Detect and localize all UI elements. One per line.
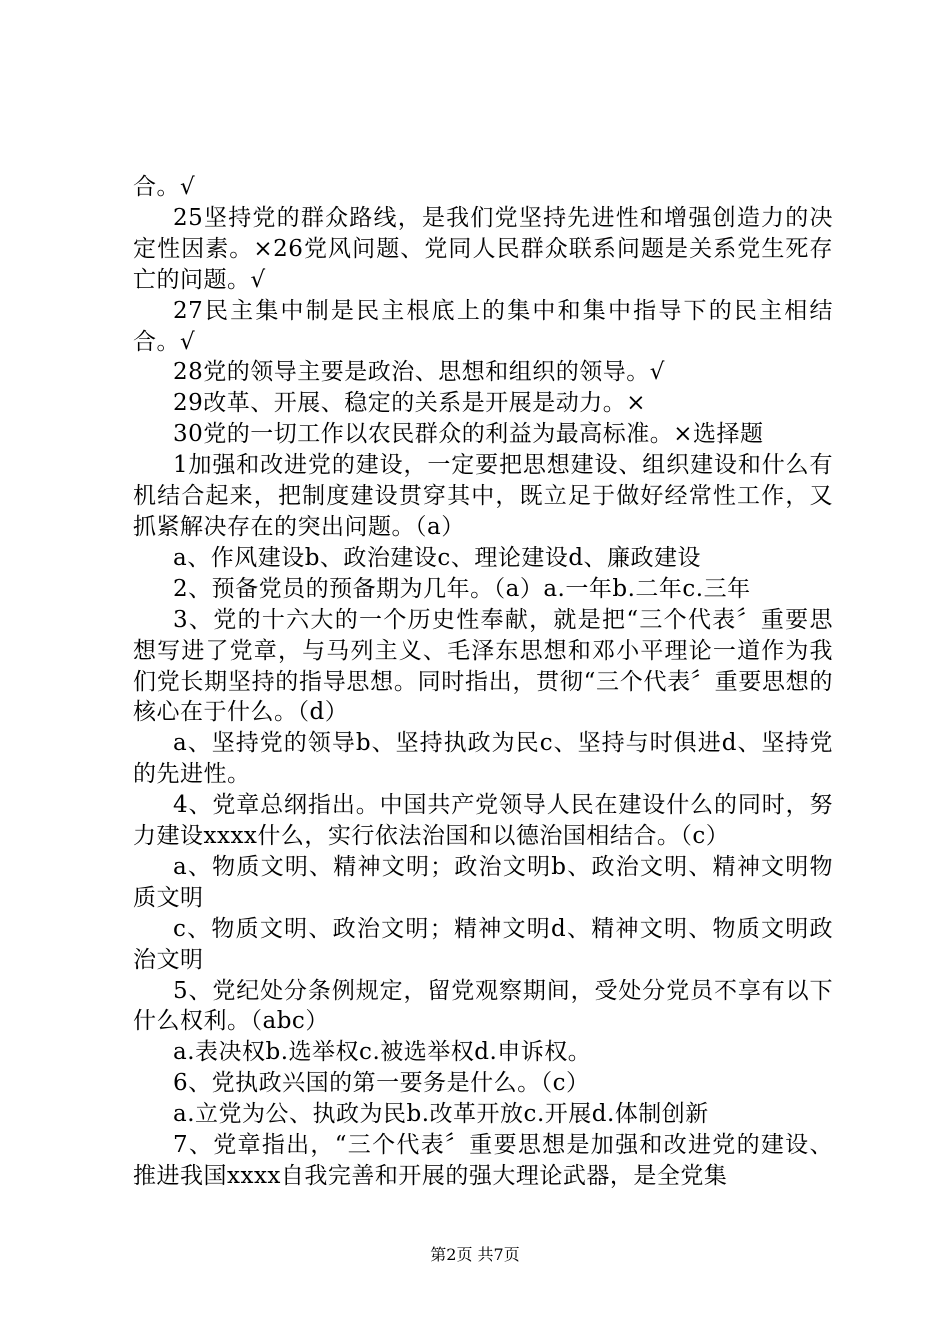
- paragraph: 6、党执政兴国的第一要务是什么。（c）: [173, 1070, 590, 1097]
- paragraph: 3、党的十六大的一个历史性奉献，就是把“三个代表〞重要思想写进了党章，与马列主义、毛泽东思想和邓小平理论一道作为我们党长期坚持的指导思想。同时指出，贯彻“三个代表〞重要思想的核心在于什么。（d）: [133, 606, 833, 726]
- paragraph: 7、党章指出，“三个代表〞重要思想是加强和改进党的建设、推进我国xxxx自我完善和开展的强大理论武器，是全党集: [133, 1132, 833, 1189]
- paragraph: 30党的一切工作以农民群众的利益为最高标准。×选择题: [173, 421, 764, 448]
- paragraph: 29改革、开展、稳定的关系是开展是动力。×: [173, 390, 647, 417]
- paragraph: a、作风建设b、政治建设c、理论建设d、廉政建设: [173, 544, 702, 571]
- paragraph: 25坚持党的群众路线，是我们党坚持先进性和增强创造力的决定性因素。×26党风问题、党同人民群众联系问题是关系党生死存亡的问题。√: [133, 204, 833, 293]
- paragraph: 合。√: [133, 174, 196, 200]
- paragraph: a.表决权b.选举权c.被选举权d.申诉权。: [173, 1039, 592, 1066]
- paragraph: a、物质文明、精神文明；政治文明b、政治文明、精神文明物质文明: [133, 853, 833, 911]
- paragraph: 28党的领导主要是政治、思想和组织的领导。√: [173, 359, 665, 386]
- paragraph: a、坚持党的领导b、坚持执政为民c、坚持与时俱进d、坚持党的先进性。: [133, 730, 833, 788]
- paragraph: c、物质文明、政治文明；精神文明d、精神文明、物质文明政治文明: [133, 915, 833, 973]
- paragraph: 4、党章总纲指出。中国共产党领导人民在建设什么的同时，努力建设xxxx什么，实行依法治国和以德治国相结合。（c）: [133, 792, 833, 850]
- paragraph: 5、党纪处分条例规定，留党观察期间，受处分党员不享有以下什么权利。（abc）: [133, 977, 833, 1035]
- paragraph: 2、预备党员的预备期为几年。（a）a.一年b.二年c.三年: [173, 575, 751, 602]
- document-body: [133, 172, 833, 1192]
- page-number-footer: 第2页 共7页: [430, 1245, 520, 1264]
- paragraph: a.立党为公、执政为民b.改革开放c.开展d.体制创新: [173, 1101, 709, 1128]
- paragraph: 27民主集中制是民主根底上的集中和集中指导下的民主相结合。√: [133, 297, 833, 355]
- paragraph: 1加强和改进党的建设，一定要把思想建设、组织建设和什么有机结合起来，把制度建设贯穿其中，既立足于做好经常性工作，又抓紧解决存在的突出问题。（a）: [133, 452, 833, 540]
